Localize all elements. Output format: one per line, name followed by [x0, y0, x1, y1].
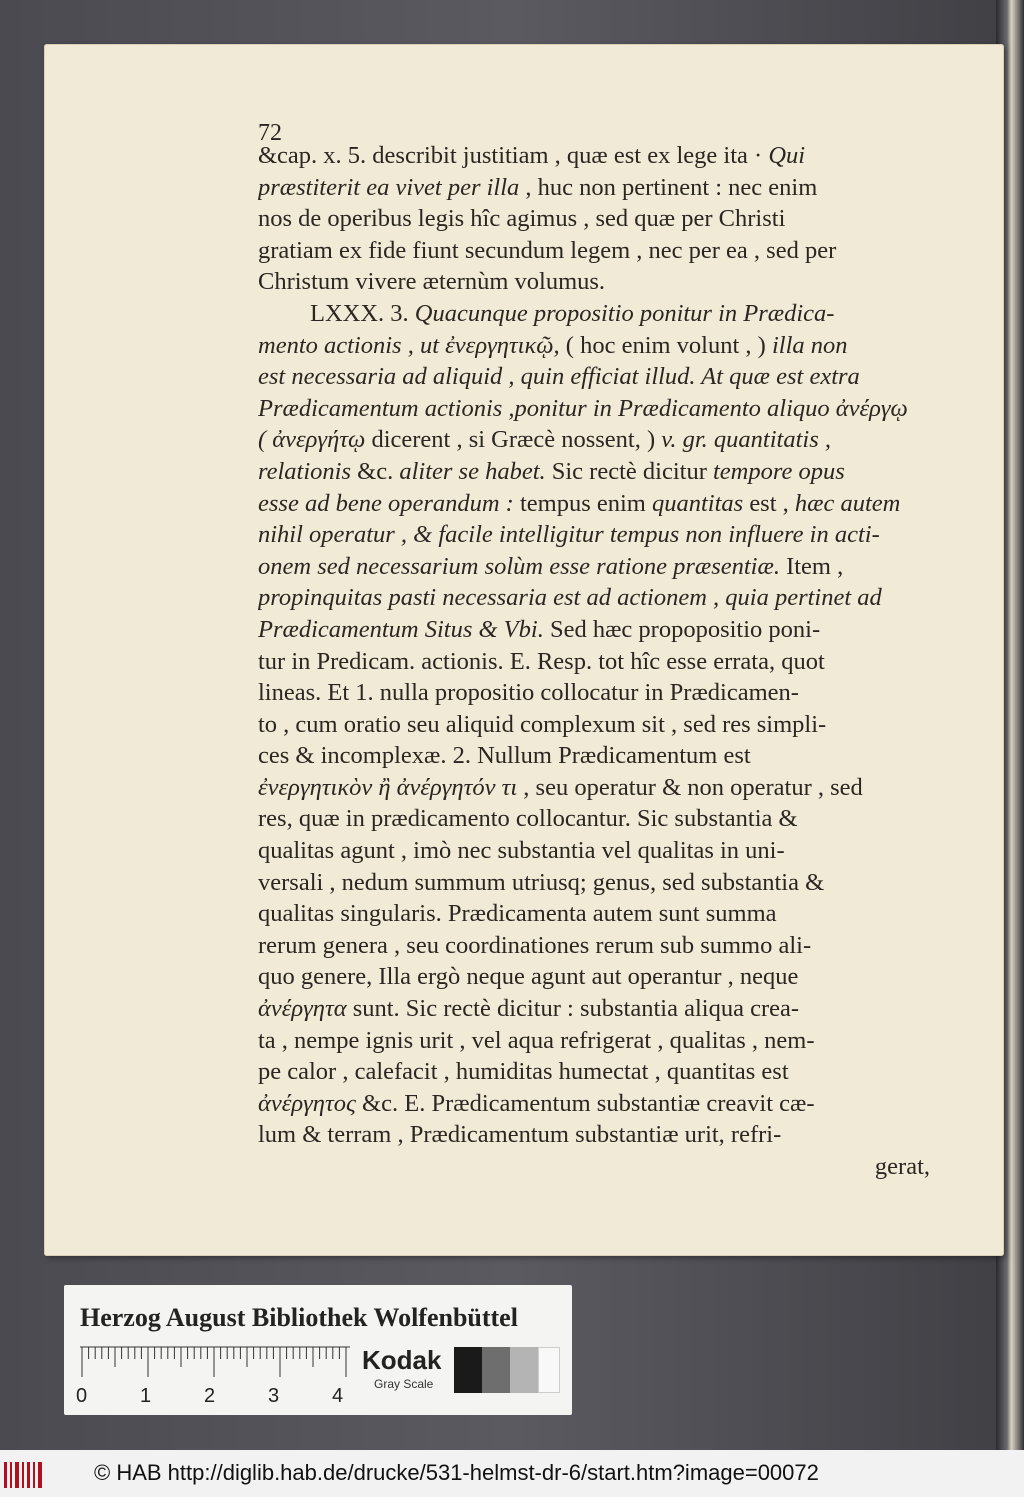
text-run: res, quæ in prædicamento collocantur. Sic substantia &: [258, 805, 798, 833]
text-run: &c. E. Prædicamentum substantiæ creavit cæ-: [355, 1089, 815, 1117]
text-run: tempus enim: [513, 489, 652, 517]
text-run: LXXX. 3.: [310, 299, 415, 327]
gray-swatch-dark: [482, 1347, 510, 1393]
text-run: lum & terram , Prædicamentum substantiæ urit, refri-: [258, 1121, 782, 1149]
text-line: [258, 867, 930, 899]
text-line: [258, 361, 930, 393]
italic-text: v. gr. quantitatis ,: [661, 426, 831, 454]
ruler-number: 2: [204, 1385, 216, 1407]
text-run: &cap. x. 5. describit justitiam , quæ est ex lege ita ·: [258, 142, 769, 169]
text-line: [258, 424, 930, 456]
text-line: [258, 266, 930, 298]
text-line: [258, 993, 930, 1025]
text-run: rerum genera , seu coordinationes rerum sub summo ali-: [258, 931, 812, 959]
italic-text: nihil operatur , & facile intelligitur tempus non influere in acti-: [258, 521, 880, 549]
footer-bar: [0, 1450, 1024, 1497]
text-line: [258, 1088, 930, 1120]
text-line: [258, 456, 930, 488]
text-line: [258, 646, 930, 678]
text-line: [258, 898, 930, 930]
gray-swatch-mid: [510, 1347, 538, 1393]
italic-text: est necessaria ad aliquid , quin efficiat illud. At quæ est extra: [258, 363, 860, 391]
italic-text: Prædicamentum Situs & Vbi.: [258, 615, 544, 643]
text-run: Item ,: [779, 552, 844, 580]
text-run: lineas. Et 1. nulla propositio collocatur in Prædicamen-: [258, 679, 799, 707]
italic-text: ἀνέργητος: [258, 1089, 356, 1117]
text-run: &c.: [351, 457, 400, 485]
text-run: Christum vivere æternùm volumus.: [258, 268, 606, 296]
italic-text: relationis: [258, 457, 352, 485]
text-line: [258, 393, 930, 425]
library-name: Herzog August Bibliothek Wolfenbüttel: [80, 1303, 518, 1332]
text-line: [258, 930, 930, 962]
text-line: [258, 772, 930, 804]
text-line: [258, 298, 930, 330]
text-line: [258, 1025, 930, 1057]
text-run: pe calor , calefacit , humiditas humectat , quantitas est: [258, 1058, 789, 1086]
italic-text: Qui: [768, 142, 806, 169]
text-line: [258, 551, 930, 583]
text-run: ces & incomplexæ. 2. Nullum Prædicamentum est: [258, 742, 751, 770]
measurement-ruler: [80, 1345, 350, 1379]
text-run: nos de operibus legis hîc agimus , sed quæ per Christi: [258, 205, 786, 233]
text-run: dicerent , si Græcè nossent, ): [365, 426, 662, 454]
page-text-block: [258, 140, 930, 1183]
text-run: qualitas singularis. Prædicamenta autem sunt summa: [258, 900, 777, 928]
text-run: tur in Predicam. actionis. E. Resp. tot hîc esse errata, quot: [258, 647, 825, 675]
italic-text: hæc autem: [794, 489, 901, 517]
text-run: ta , nempe ignis urit , vel aqua refrigerat , qualitas , nem-: [258, 1026, 815, 1054]
italic-text: esse ad bene operandum :: [258, 489, 514, 517]
ruler-number: 1: [140, 1385, 152, 1407]
library-label-card: [64, 1285, 572, 1415]
text-line: [258, 519, 930, 551]
text-run: sunt. Sic rectè dicitur : substantia aliqua crea-: [346, 995, 800, 1023]
text-run: est ,: [743, 489, 795, 517]
text-line: [258, 203, 930, 235]
text-line: [258, 582, 930, 614]
page-number: 72: [258, 120, 282, 146]
italic-text: aliter se habet.: [399, 457, 546, 485]
text-run: Sic rectè dicitur: [545, 457, 713, 485]
italic-text: mento actionis , ut ἐνεργητικῷ,: [258, 331, 560, 359]
text-run: , seu operatur & non operatur , sed: [517, 773, 863, 801]
ruler-number: 0: [76, 1385, 88, 1407]
text-line: [258, 614, 930, 646]
text-run: , huc non pertinent : nec enim: [519, 173, 818, 201]
text-line: [258, 803, 930, 835]
italic-text: quantitas: [651, 489, 744, 517]
text-line: [258, 488, 930, 520]
ruler-number: 4: [332, 1385, 344, 1407]
text-line: [258, 235, 930, 267]
text-line: [258, 709, 930, 741]
italic-text: Prædicamentum actionis ,ponitur in Prædicamento aliquo ἀνέργῳ: [258, 394, 908, 422]
text-line: [258, 1119, 930, 1151]
copyright-link[interactable]: © HAB http://diglib.hab.de/drucke/531-helmst-dr-6/start.htm?image=00072: [94, 1460, 819, 1485]
italic-text: tempore opus: [712, 457, 845, 485]
italic-text: ἐνεργητικὸν ἢ ἀνέργητόν τι: [258, 773, 518, 801]
gray-swatch-black: [454, 1347, 482, 1393]
barcode-icon: [2, 1460, 46, 1490]
text-run: quo genere, Illa ergò neque agunt aut operantur , neque: [258, 963, 799, 991]
ruler-number: 3: [268, 1385, 280, 1407]
gray-swatch-white: [538, 1347, 560, 1393]
text-run: qualitas agunt , imò nec substantia vel qualitas in uni-: [258, 837, 785, 865]
text-line: [258, 961, 930, 993]
text-line: [258, 740, 930, 772]
text-line: [258, 835, 930, 867]
text-line: [258, 140, 930, 172]
italic-text: illa non: [771, 331, 848, 359]
italic-text: propinquitas pasti necessaria est ad actionem , quia pertinet ad: [258, 584, 882, 612]
text-line: [258, 677, 930, 709]
text-line: [258, 172, 930, 204]
text-run: Sed hæc propopositio poni-: [543, 615, 821, 643]
italic-text: Quacunque propositio ponitur in Prædica-: [414, 299, 835, 327]
text-run: ( hoc enim volunt , ): [559, 331, 772, 359]
text-line: [258, 1151, 930, 1183]
text-run: to , cum oratio seu aliquid complexum sit , sed res simpli-: [258, 710, 827, 738]
text-line: [258, 1056, 930, 1088]
text-run: gerat,: [874, 1153, 930, 1180]
text-run: versali , nedum summum utriusq; genus, sed substantia &: [258, 868, 825, 896]
kodak-logo: Kodak: [362, 1345, 442, 1375]
italic-text: ἀνέργητα: [258, 995, 347, 1023]
text-line: [258, 330, 930, 362]
italic-text: ( ἀνεργήτῳ: [258, 426, 366, 454]
italic-text: præstiterit ea vivet per illa: [258, 173, 520, 201]
text-run: gratiam ex fide fiunt secundum legem , nec per ea , sed per: [258, 236, 837, 264]
italic-text: onem sed necessarium solùm esse ratione præsentiæ.: [258, 552, 780, 580]
kodak-subtitle: Gray Scale: [374, 1377, 434, 1391]
